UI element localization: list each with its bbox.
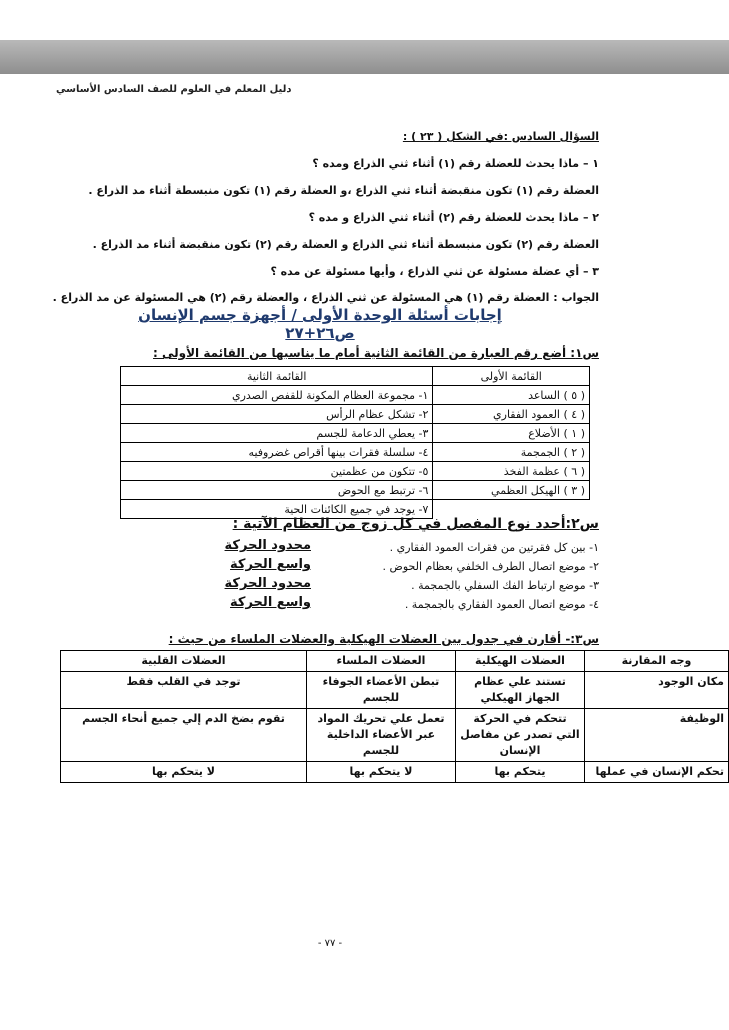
s2-title: س٢:أحدد نوع المفصل في كل زوج من العظام الآتية :	[232, 516, 599, 532]
list2-item: ١- مجموعة العظام المكونة للقفص الصدري	[121, 386, 433, 405]
s2-answer-1: محدود الحركة	[224, 538, 311, 553]
list1-item: ( ٦ ) عظمة الفخذ	[433, 462, 590, 481]
list2-item: ٤- سلسلة فقرات بينها أقراص غضروفيه	[121, 443, 433, 462]
q6-line-2: العضلة رقم (١) تكون منقبضة أثناء ثني الذراع ،و العضلة رقم (١) تكون منبسطة أثناء مد الذراع .	[88, 184, 599, 197]
matching-table	[120, 366, 590, 519]
col1-header: القائمة الأولى	[433, 367, 590, 386]
cell: تبطن الأعضاء الجوفاء للجسم	[307, 672, 456, 709]
s2-answer-3: محدود الحركة	[224, 576, 311, 591]
table-row	[121, 462, 590, 481]
table-row	[121, 405, 590, 424]
q6-line-3: ٢ – ماذا يحدث للعضلة رقم (٢) أثناء ثني الذراع و مده ؟	[308, 211, 599, 224]
cell: تستند علي عظام الجهاز الهيكلي	[456, 672, 585, 709]
section-title: إجابات أسئلة الوحدة الأولى / أجهزة جسم الإنسان ص٢٦+٢٧	[138, 306, 502, 342]
list1-item: ( ٢ ) الجمجمة	[433, 443, 590, 462]
cell: تتحكم في الحركة التي تصدر عن مفاصل الإنسان	[456, 709, 585, 762]
col2-header: القائمة الثانية	[121, 367, 433, 386]
table-row	[61, 709, 729, 762]
cell: تقوم بضخ الدم إلي جميع أنحاء الجسم	[61, 709, 307, 762]
cell: تحكم الإنسان في عملها	[585, 762, 729, 783]
table-row	[121, 481, 590, 500]
list2-item: ٧- يوجد في جميع الكائنات الحية	[121, 500, 433, 519]
cell: توجد في القلب فقط	[61, 672, 307, 709]
page-number: - ٧٧ -	[317, 938, 343, 949]
list1-item: ( ١ ) الأضلاع	[433, 424, 590, 443]
s3-title: س٣:- أقارن في جدول بين العضلات الهيكلية والعضلات الملساء من حيث :	[168, 632, 599, 646]
table-row	[61, 672, 729, 709]
q6-line-6: الجواب : العضلة رقم (١) هي المسئولة عن ثني الذراع ، والعضلة رقم (٢) هي المسئولة عن مد الذراع .	[52, 291, 599, 304]
list2-item: ٢- تشكل عظام الرأس	[121, 405, 433, 424]
top-banner	[0, 40, 729, 74]
q6-title: السؤال السادس :في الشكل ( ٢٣ ) :	[402, 130, 599, 143]
table-row	[121, 424, 590, 443]
s2-answer-4: واسع الحركة	[230, 595, 311, 610]
table-row	[121, 386, 590, 405]
s2-answer-2: واسع الحركة	[230, 557, 311, 572]
list1-item: ( ٥ ) الساعد	[433, 386, 590, 405]
list1-item: ( ٣ ) الهيكل العظمي	[433, 481, 590, 500]
cell: لا يتحكم بها	[307, 762, 456, 783]
q6-line-1: ١ – ماذا يحدث للعضلة رقم (١) أثناء ثني الذراع ومده ؟	[312, 157, 599, 170]
header-smooth: العضلات الملساء	[307, 651, 456, 672]
table-row	[121, 443, 590, 462]
s2-question-2: ٢- موضع اتصال الطرف الخلفي بعظام الحوض .	[382, 560, 599, 573]
cell: مكان الوجود	[585, 672, 729, 709]
header-comparison: وجه المقارنة	[585, 651, 729, 672]
table-row	[61, 762, 729, 783]
page-header: دليل المعلم في العلوم للصف السادس الأساسي	[56, 84, 292, 95]
q6-line-4: العضلة رقم (٢) تكون منبسطة أثناء ثني الذراع و العضلة رقم (٢) تكون منقبضة أثناء مد الذراع .	[92, 238, 599, 251]
list2-item: ٥- تتكون من عظمتين	[121, 462, 433, 481]
cell: لا يتحكم بها	[61, 762, 307, 783]
q6-line-5: ٣ – أي عضلة مسئولة عن ثني الذراع ، وأيها مسئولة عن مده ؟	[270, 265, 599, 278]
s1-title: س١: أضع رقم العبارة من القائمة الثانية أمام ما يناسبها من القائمة الأولى :	[153, 346, 599, 360]
cell: يتحكم بها	[456, 762, 585, 783]
list1-item: ( ٤ ) العمود الفقاري	[433, 405, 590, 424]
list2-item: ٦- ترتبط مع الحوض	[121, 481, 433, 500]
s2-question-1: ١- بين كل فقرتين من فقرات العمود الفقاري .	[389, 541, 599, 554]
list2-item: ٣- يعطي الدعامة للجسم	[121, 424, 433, 443]
s2-question-4: ٤- موضع اتصال العمود الفقاري بالجمجمة .	[404, 598, 599, 611]
comparison-table	[60, 650, 729, 783]
header-cardiac: العضلات القلبية	[61, 651, 307, 672]
cell: الوظيفة	[585, 709, 729, 762]
cell: تعمل علي تحريك المواد عبر الأعضاء الداخلية للجسم	[307, 709, 456, 762]
s2-question-3: ٣- موضع ارتباط الفك السفلي بالجمجمة .	[411, 579, 599, 592]
header-skeletal: العضلات الهيكلية	[456, 651, 585, 672]
